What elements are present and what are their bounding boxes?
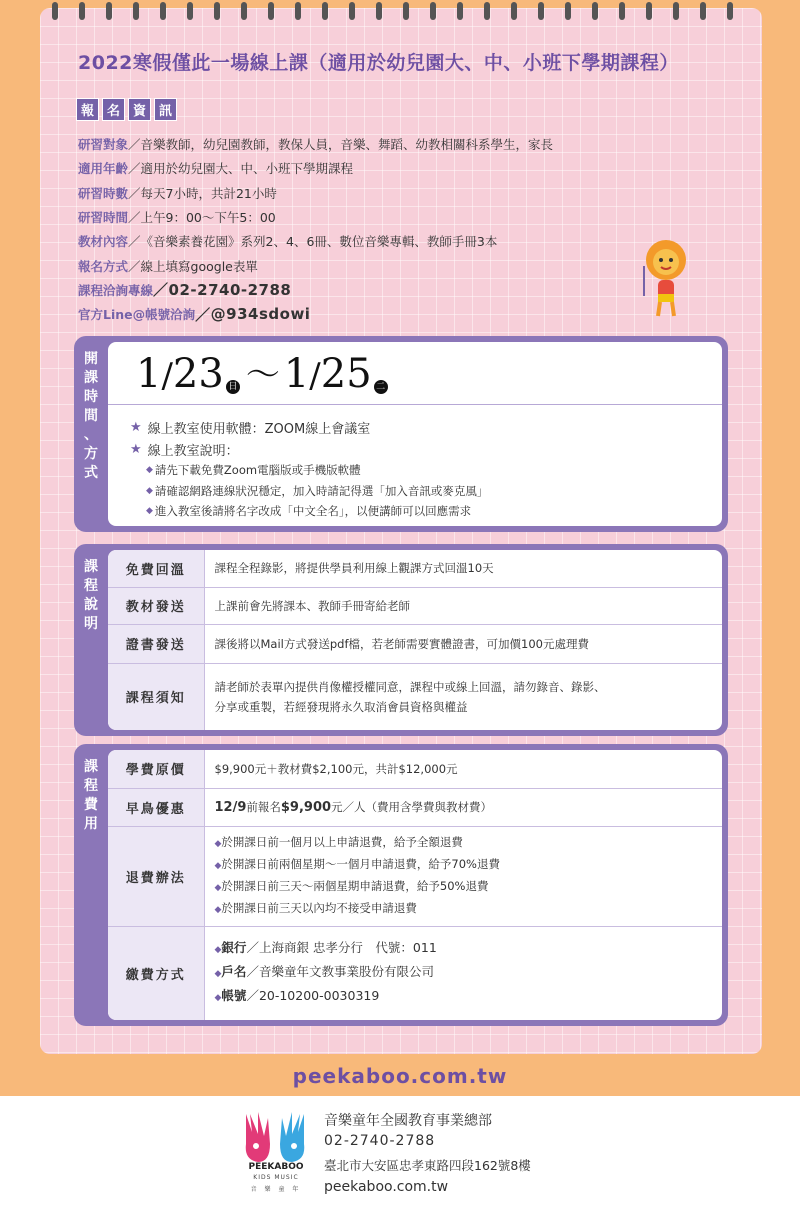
org-address: 臺北市大安區忠孝東路四段162號8樓 xyxy=(324,1158,531,1173)
end-weekday-badge: 二 xyxy=(374,380,388,394)
tag-char: 訊 xyxy=(154,98,177,121)
binder-ring xyxy=(322,2,328,20)
binder-ring xyxy=(430,2,436,20)
tag-char: 報 xyxy=(76,98,99,121)
binder-ring xyxy=(79,2,85,20)
info-phone: 課程洽詢專線 ／ 02-2740-2788 xyxy=(78,280,292,300)
info-age: 適用年齡 ／ 適用於幼兒園大、中、小班下學期課程 xyxy=(78,161,354,177)
info-materials: 教材內容 ／ 《音樂素養花園》系列2、4、6冊、數位音樂專輯、教師手冊3本 xyxy=(78,234,498,250)
diamond-icon: ◆ xyxy=(214,905,222,915)
binder-ring xyxy=(727,2,733,20)
fees-side-label: 課 程 費 用 xyxy=(84,759,98,832)
table-row: 教材發送 上課前會先將課本、教師手冊寄給老師 xyxy=(108,587,722,624)
payment-bank: ◆銀行／上海商銀 忠孝分行 代號：011 xyxy=(214,940,437,956)
payment-account-name: ◆戶名／音樂童年文教事業股份有限公司 xyxy=(214,964,434,980)
binder-ring xyxy=(295,2,301,20)
refund-item: ◆於開課日前三天～兩個星期申請退費，給予50%退費 xyxy=(214,879,489,893)
binder-ring xyxy=(511,2,517,20)
start-date: 1/23 xyxy=(136,351,224,397)
binder-ring xyxy=(106,2,112,20)
fees-table-box xyxy=(108,750,722,1020)
fees-panel xyxy=(74,744,728,1026)
info-signup: 報名方式 ／ 線上填寫google表單 xyxy=(78,258,258,274)
refund-item: ◆於開課日前兩個星期～一個月申請退費，給予70%退費 xyxy=(214,857,500,871)
org-phone: 02-2740-2788 xyxy=(324,1133,436,1149)
binder-ring xyxy=(214,2,220,20)
table-row: 證書發送 課後將以Mail方式發送pdf檔，若老師需要實體證書，可加價100元處理費 xyxy=(108,624,722,663)
logo-name: PEEKABOO xyxy=(248,1162,304,1172)
diamond-icon: ◆ xyxy=(214,861,222,871)
registration-info-tag xyxy=(76,98,177,121)
course-info-table xyxy=(108,550,722,730)
note-item: ◆ 進入教室後請將名字改成「中文全名」，以便講師可以回應需求 xyxy=(146,504,472,519)
schedule-box xyxy=(108,342,722,526)
binder-ring xyxy=(268,2,274,20)
end-date: 1/25 xyxy=(283,351,372,397)
binder-rings xyxy=(52,0,752,22)
binder-ring xyxy=(403,2,409,20)
binder-ring xyxy=(700,2,706,20)
course-info-panel xyxy=(74,544,728,736)
table-row: 退費辦法 ◆於開課日前一個月以上申請退費，給予全額退費 ◆於開課日前兩個星期～一個月申請退費，給予70%退費 ◆於開課日前三天～兩個星期申請退費，給予50%退費 ◆於開課日前三天以內均不接受申請退費 xyxy=(108,826,722,926)
binder-ring xyxy=(565,2,571,20)
table-row: 早鳥優惠 12/9前報名$9,900元／人（費用含學費與教材費） xyxy=(108,788,722,826)
course-dates xyxy=(136,350,392,400)
registration-info-list xyxy=(78,132,718,326)
schedule-side-label: 開 課 時 間 、 方 式 xyxy=(84,351,98,481)
diamond-icon: ◆ xyxy=(214,945,222,956)
divider xyxy=(108,404,722,405)
online-class-notes xyxy=(130,416,488,522)
binder-ring xyxy=(160,2,166,20)
binder-ring xyxy=(457,2,463,20)
payment-account-number: ◆帳號／20-10200-0030319 xyxy=(214,988,380,1004)
note-item: ◆ 請先下載免費Zoom電腦版或手機版軟體 xyxy=(146,463,361,478)
binder-ring xyxy=(673,2,679,20)
diamond-icon: ◆ xyxy=(214,883,222,893)
mascot-lion-icon xyxy=(636,236,702,320)
binder-ring xyxy=(133,2,139,20)
date-tilde: ～ xyxy=(245,355,280,395)
table-row: 繳費方式 ◆銀行／上海商銀 忠孝分行 代號：011 ◆戶名／音樂童年文教事業股份有限公司 ◆帳號／20-10200-0030319 xyxy=(108,926,722,1020)
logo-tagline: KIDS MUSIC xyxy=(253,1174,299,1181)
diamond-icon: ◆ xyxy=(146,465,153,476)
note-item: ◆ 請確認網路連線狀況穩定，加入時請記得選「加入音訊或麥克風」 xyxy=(146,483,489,498)
info-time: 研習時間 ／ 上午9：00～下午5：00 xyxy=(78,210,276,226)
info-audience: 研習對象 ／ 音樂教師，幼兒園教師，教保人員，音樂、舞蹈、幼教相關科系學生，家長 xyxy=(78,137,554,153)
diamond-icon: ◆ xyxy=(214,839,222,849)
table-row: 課程須知 請老師於表單內提供肖像權授權同意，課程中或線上回溫，請勿錄音、錄影、 分享或重製，若經發現將永久取消會員資格與權益 xyxy=(108,663,722,730)
diamond-icon: ◆ xyxy=(146,506,153,517)
note-instructions: ★ 線上教室說明： xyxy=(130,441,239,459)
course-table-box xyxy=(108,550,722,730)
diamond-icon: ◆ xyxy=(146,485,153,496)
binder-ring xyxy=(241,2,247,20)
binder-ring xyxy=(349,2,355,20)
note-software: ★ 線上教室使用軟體：ZOOM線上會議室 xyxy=(130,419,371,437)
diamond-icon: ◆ xyxy=(214,969,222,980)
tag-char: 名 xyxy=(102,98,125,121)
early-bird-date: 12/9 xyxy=(214,799,247,815)
star-icon: ★ xyxy=(130,419,142,435)
binder-ring xyxy=(484,2,490,20)
tag-char: 資 xyxy=(128,98,151,121)
org-url[interactable]: peekaboo.com.tw xyxy=(324,1179,449,1195)
binder-ring xyxy=(646,2,652,20)
refund-item: ◆於開課日前三天以內均不接受申請退費 xyxy=(214,901,417,915)
schedule-panel xyxy=(74,336,728,532)
table-row: 免費回溫 課程全程錄影，將提供學員利用線上觀課方式回溫10天 xyxy=(108,550,722,587)
website-link[interactable]: peekaboo.com.tw xyxy=(292,1064,508,1088)
early-bird-price: $9,900 xyxy=(280,799,332,815)
binder-ring xyxy=(187,2,193,20)
table-row: 學費原價 $9,900元＋教材費$2,100元，共計$12,000元 xyxy=(108,750,722,788)
binder-ring xyxy=(619,2,625,20)
refund-item: ◆於開課日前一個月以上申請退費，給予全額退費 xyxy=(214,835,463,849)
org-name: 音樂童年全國教育事業總部 xyxy=(324,1113,492,1129)
diamond-icon: ◆ xyxy=(214,993,222,1004)
binder-ring xyxy=(538,2,544,20)
start-weekday-badge: 日 xyxy=(226,380,240,394)
binder-ring xyxy=(52,2,58,20)
fees-table xyxy=(108,750,722,1020)
course-side-label: 課 程 說 明 xyxy=(84,559,98,632)
logo-tagline-zh: 音 樂 童 年 xyxy=(250,1186,302,1193)
binder-ring xyxy=(376,2,382,20)
info-line-account: 官方Line@帳號洽詢 ／ @934sdowi xyxy=(78,305,311,324)
info-hours: 研習時數 ／ 每天7小時，共計21小時 xyxy=(78,185,277,201)
page-title: 2022寒假僅此一場線上課（適用於幼兒園大、中、小班下學期課程） xyxy=(78,52,679,74)
organization-info xyxy=(324,1110,531,1202)
star-icon: ★ xyxy=(130,441,142,457)
footer xyxy=(0,1096,800,1208)
binder-ring xyxy=(592,2,598,20)
